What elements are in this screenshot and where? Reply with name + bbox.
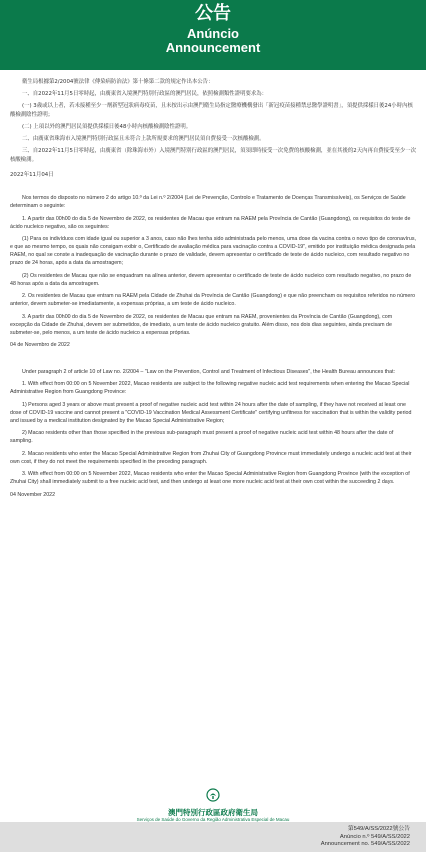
pt-paragraph-3: 3. A partir das 00h00 do dia 5 de Novembro de 2022, os residentes de Macau que entram na RAEM, provenientes da Província de Cantão (Guangdong), com excepção da Cidade de Zhuhai, devem ser submetidos, de imediato, a um teste de ácido nucleico gratuito. Além disso, nos dois dias seguintes, ainda precisam de submeter-se, pelo menos, a um teste de ácido nucleico a expensas próprias. (10, 313, 393, 336)
announcement-body (0, 70, 426, 499)
title-en: Announcement (165, 40, 261, 55)
chinese-section (10, 78, 416, 180)
zh-date: 2022年11月04日 (10, 172, 54, 178)
org-name-zh: 澳門特別行政區政府衛生局 (168, 808, 258, 817)
org-name-pt: Serviços de Saúde do Governo da Região Administrativa Especial de Macau (136, 817, 290, 822)
zh-intro: 衛生局根據第2/2004號法律《傳染病防治法》第十條第二款的規定作出本公告： (22, 79, 214, 85)
zh-paragraph-3: 三、自2022年11月5日零時起，由廣東省（除珠海市外）入境澳門特別行政區的澳門居民，須須即時接受一次免費的核酸檢測，並在其後的2天內再自費接受至少一次核酸檢測。 (10, 148, 417, 163)
en-date: 04 November 2022 (10, 491, 56, 498)
zh-paragraph-1b: (二) 上項以外的澳門居民須提供採樣日後48小時內核酸檢測陰性證明。 (22, 124, 192, 130)
health-bureau-emblem-icon (206, 788, 220, 802)
ref-zh: 第549/A/SS/2022號公告 (347, 826, 410, 832)
en-intro: Under paragraph 2 of article 10 of Law no. 2/2004 – "Law on the Prevention, Control and Treatment of Infectious Diseases", the Health Bureau announces that: (22, 368, 396, 375)
portuguese-section (10, 194, 416, 349)
en-paragraph-2: 2. Macao residents who enter the Macao Special Administrative Region from Zhuhai City of Guangdong Province must immediately undergo a nucleic acid test at their own cost, if they do not meet the requirements specified in the preceding paragraph. (10, 450, 412, 465)
announcement-header (0, 0, 426, 70)
health-bureau-logo (0, 788, 426, 823)
en-paragraph-1: 1. With effect from 00:00 on 5 November 2022, Macao residents are subject to the following negative nucleic acid test requirements when entering the Macao Special Administrative Region from Guangdong Province: (10, 381, 410, 395)
pt-date: 04 de Novembro de 2022 (10, 342, 70, 348)
english-section (10, 368, 416, 499)
zh-paragraph-1: 一、自2022年11月5日零時起，由廣東省入境澳門特別行政區的澳門居民，依照檢測類性證明要求為： (22, 91, 268, 97)
en-paragraph-1a: 1) Persons aged 3 years or above must present a proof of negative nucleic acid test within 24 hours after the date of sampling, if they have not received at least one dose of COVID-19 vaccine and cannot present a "COVID-19 Vaccination Medical Assessment Certificate" certifying unfitness for vaccination that is within the validity period and issued by a medical institution designated by the Macao Special Administrative Region; (10, 401, 412, 424)
announcement-references (321, 826, 410, 849)
pt-paragraph-2: 2. Os residentes de Macau que entram na RAEM pela Cidade de Zhuhai da Província de Cantão (Guangdong) e que não preencham os requisitos referidos no número anterior, devem submeter-se imediatamente, a expensas próprias, a um teste de ácido nucleico. (10, 293, 416, 307)
en-paragraph-1b: 2) Macao residents other than those specified in the previous sub-paragraph must present a proof of negative nucleic acid test within 48 hours after the date of sampling. (10, 430, 394, 444)
ref-pt: Anúncio n.º 549/A/SS/2022 (339, 833, 410, 840)
title-pt: Anúncio (187, 26, 239, 41)
title-zh: 公告 (195, 3, 231, 24)
ref-en: Announcement no. 549/A/SS/2022 (320, 841, 410, 847)
pt-intro: Nos termos do disposto no número 2 do artigo 10.º da Lei n.º 2/2004 (Lei de Prevenção, Controlo e Tratamento de Doenças Transmissíveis), os Serviços de Saúde determinam o seguinte: (10, 195, 406, 209)
footer-bar (0, 822, 426, 852)
pt-paragraph-1: 1. A partir das 00h00 do dia 5 de Novembro de 2022, os residentes de Macau que entram na RAEM pela Província de Cantão (Guangdong), os requisitos do teste de ácido nucleico negativo, são os seguintes: (10, 215, 411, 230)
zh-paragraph-2: 二、由廣東省珠海市入境澳門特別行政區且未符合上款所規要求的澳門居民須自費接受一次核酸檢測。 (22, 136, 265, 142)
pt-paragraph-1a: (1) Para os indivíduos com idade igual ou superior a 3 anos, caso não lhes tenha sido administrada pelo menos, uma dose da vacina contra o novo tipo de coronavírus, e que ao mesmo tempo, os quais não consigam exibir o, Certificado de avaliação médica para vacinação contra a COVID-19", emitido por instituição médica designada pela RAEM, no qual se conste a inadequação de vacinação durante o prazo de validade, devem apresentar o certificado de teste de ácido nucleico, com resultado negativo no prazo de 24 horas, após a data da amostragem; (10, 236, 416, 266)
pt-paragraph-1b: (2) Os residentes de Macau que não se enquadram na alínea anterior, devem apresentar o certificado de teste de ácido nucleico com resultado negativo, no prazo de 48 horas após a data da amostragem. (10, 272, 412, 287)
zh-paragraph-1a: (一) 3歲或以上者，若未接種至少一劑新型冠狀病毒疫苗，且未按出示由澳門衛生局指定醫療機構發出「新冠疫苗接種禁忌醫學證明書」，須提供採樣日後24小時內核酸檢測陰性證明； (10, 103, 413, 118)
en-paragraph-3: 3. With effect from 00:00 on 5 November 2022, Macao residents who enter the Macao Special Administrative Region from Guangdong Province (with the exception of Zhuhai City) shall immediately submit to a free nucleic acid test, and then undergo at least one more nucleic acid test at their own cost within the succeeding 2 days. (10, 471, 410, 485)
